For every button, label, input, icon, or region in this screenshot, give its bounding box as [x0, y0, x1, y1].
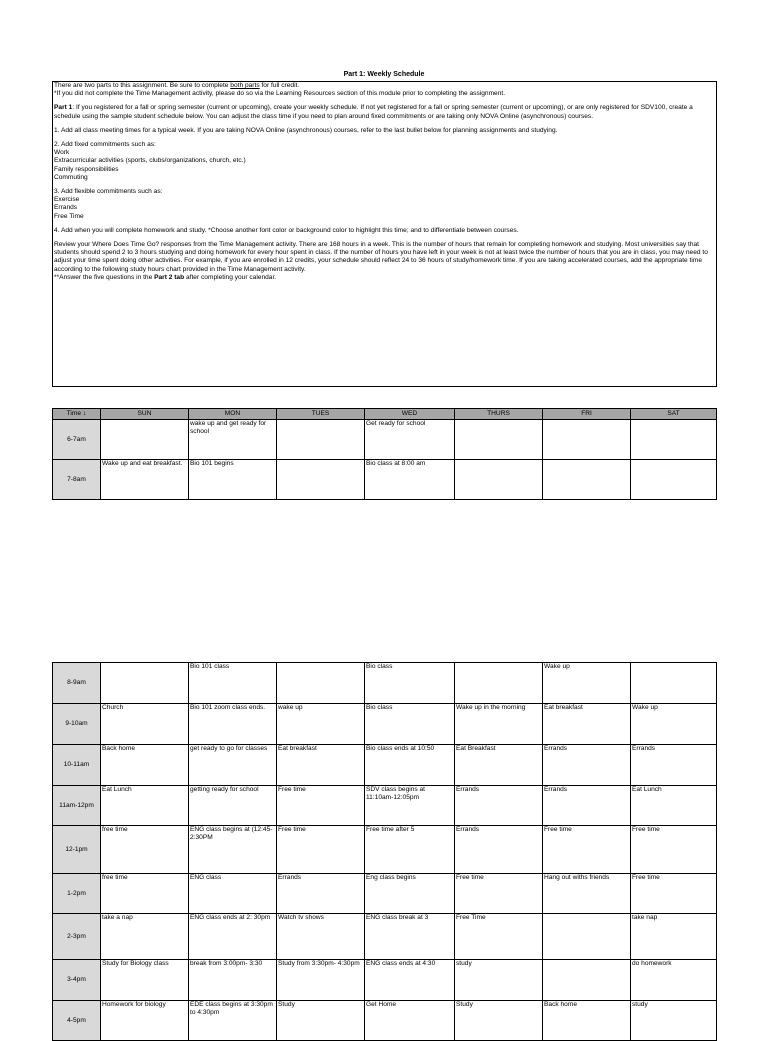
schedule-cell[interactable]: free time [101, 826, 189, 874]
schedule-cell[interactable]: SDV class begins at 11:10am-12:05pm [365, 786, 455, 826]
schedule-cell[interactable] [631, 420, 717, 460]
schedule-table-bottom [52, 662, 717, 1041]
schedule-cell[interactable]: getting ready for school [189, 786, 277, 826]
schedule-cell[interactable] [631, 663, 717, 704]
step2: 2. Add fixed commitments such as: [54, 141, 156, 149]
step3-item: Free Time [54, 212, 84, 220]
schedule-cell[interactable] [277, 420, 365, 460]
answer-text: after completing your calendar. [184, 273, 277, 281]
instructions-box [52, 81, 717, 387]
schedule-table-top [52, 408, 717, 500]
time-slot-label: 1-2pm [53, 874, 101, 914]
header-mon: MON [189, 409, 277, 420]
time-slot-label: 4-5pm [53, 1001, 101, 1041]
schedule-cell[interactable]: Eat breakfast [277, 745, 365, 786]
header-wed: WED [365, 409, 455, 420]
schedule-cell[interactable] [543, 960, 631, 1001]
step3-item: Errands [54, 204, 78, 212]
part2-tab-label: Part 2 tab [154, 273, 185, 281]
schedule-cell[interactable] [455, 460, 543, 500]
schedule-cell[interactable] [101, 663, 189, 704]
schedule-cell[interactable]: Free time [631, 826, 717, 874]
step1: 1. Add all class meeting times for a typical week. If you are taking NOVA Online (asynchronous) courses, refer to the last bullet below for planning assignments and studying. [54, 126, 558, 134]
answer-line [54, 274, 715, 282]
review-paragraph: Review your Where Does Time Go? responses from the Time Management activity. There are 168 hours in a week. This is the number of hours that remain for completing homework and studying. Most universities say that students should spend 2 to 3 hours studying and doing homework for every hour spent in class. If the number of hours you have left in your week is not at least twice the number of hours that you are in class, you may need to adjust your time spent doing other activities. For example, if you are enrolled in 12 credits, your schedule should reflect 24 to 36 hours of study/homework time. If you are taking accelerated courses, add the appropriate time according to the following study hours chart provided in the Time Management activity. [54, 241, 708, 273]
schedule-cell[interactable]: Wake up and eat breakfast. [101, 460, 189, 500]
schedule-row [53, 786, 717, 826]
schedule-cell[interactable]: Errands [631, 745, 717, 786]
header-tues: TUES [277, 409, 365, 420]
time-slot-label: 7-8am [53, 460, 101, 500]
schedule-cell[interactable]: ENG class ends at 4:30 [365, 960, 455, 1001]
step2-item: Work [54, 149, 70, 157]
schedule-cell[interactable]: Errands [455, 826, 543, 874]
step3: 3. Add flexible commitments such as: [54, 188, 163, 196]
schedule-cell[interactable]: ENG class ends at 2: 30pm [189, 914, 277, 960]
step4: 4. Add when you will complete homework and study. *Choose another font color or background color to highlight this time; and to differentiate between courses. [54, 226, 519, 234]
schedule-cell[interactable]: Bio class at 8:00 am [365, 460, 455, 500]
schedule-row [53, 874, 717, 914]
header-sun: SUN [101, 409, 189, 420]
schedule-cell[interactable]: Errands [277, 874, 365, 914]
schedule-cell[interactable]: Free time [277, 826, 365, 874]
time-slot-label: 11am-12pm [53, 786, 101, 826]
schedule-cell[interactable]: Errands [543, 745, 631, 786]
schedule-cell[interactable]: Get Home [365, 1001, 455, 1041]
header-label: Time [66, 410, 82, 418]
step2-item: Family responsibilities [54, 165, 119, 173]
schedule-cell[interactable]: take nap [631, 914, 717, 960]
schedule-cell[interactable]: Bio 101 begins [189, 460, 277, 500]
schedule-cell[interactable]: Study [455, 1001, 543, 1041]
schedule-row [53, 960, 717, 1001]
schedule-cell[interactable]: Back home [543, 1001, 631, 1041]
schedule-cell[interactable]: Free time [277, 786, 365, 826]
time-slot-label: 3-4pm [53, 960, 101, 1001]
instructions-line2: *If you did not complete the Time Management activity, please do so via the Learning Resources section of this module prior to completing the assignment. [54, 90, 506, 98]
step2-item: Extracurricular activities (sports, clubs/organizations, church, etc.) [54, 157, 246, 165]
schedule-cell[interactable]: Eat breakfast [543, 704, 631, 745]
schedule-cell[interactable]: Bio 101 class [189, 663, 277, 704]
schedule-cell[interactable]: Get ready for school [365, 420, 455, 460]
schedule-cell[interactable]: Wake up in the morning [455, 704, 543, 745]
schedule-cell[interactable]: ENG class begins at (12:45-2:30PM [189, 826, 277, 874]
schedule-row [53, 663, 717, 704]
schedule-cell[interactable]: Eat Lunch [101, 786, 189, 826]
schedule-cell[interactable]: wake up [277, 704, 365, 745]
schedule-cell[interactable]: take a nap [101, 914, 189, 960]
schedule-cell[interactable]: do homework [631, 960, 717, 1001]
header-row [53, 409, 717, 420]
part1-text: : If you registered for a fall or spring semester (current or upcoming), create your weekly schedule. If not yet registered for a fall or spring semester (current or upcoming), or are only registered for SDV100, create a schedule using the sample student schedule below. You can adjust the class time if you need to plan around fixed commitments or are taking only NOVA Online (asynchronous) courses. [54, 104, 693, 120]
time-slot-label: 2-3pm [53, 914, 101, 960]
answer-text: **Answer the five questions in the [54, 273, 155, 281]
schedule-cell[interactable] [455, 663, 543, 704]
instr-text: There are two parts to this assignment. Be sure to complete [54, 82, 231, 89]
schedule-cell[interactable]: Bio class ends at 10:50 [365, 745, 455, 786]
schedule-row [53, 826, 717, 874]
schedule-cell[interactable]: Errands [455, 786, 543, 826]
schedule-cell[interactable]: Back home [101, 745, 189, 786]
schedule-cell[interactable]: Eat Breakfast [455, 745, 543, 786]
schedule-cell[interactable]: Errands [543, 786, 631, 826]
time-slot-label: 8-9am [53, 663, 101, 704]
schedule-cell[interactable]: Church [101, 704, 189, 745]
page-title: Part 1: Weekly Schedule [343, 71, 425, 78]
schedule-row [53, 420, 717, 460]
schedule-cell[interactable]: study [631, 1001, 717, 1041]
time-slot-label: 6-7am [53, 420, 101, 460]
schedule-cell[interactable]: Free time [543, 826, 631, 874]
schedule-cell[interactable]: Homework for biology [101, 1001, 189, 1041]
schedule-cell[interactable]: Bio class [365, 663, 455, 704]
schedule-cell[interactable] [455, 420, 543, 460]
schedule-cell[interactable] [277, 663, 365, 704]
schedule-cell[interactable] [543, 420, 631, 460]
header-fri: FRI [543, 409, 631, 420]
schedule-cell[interactable]: Study for Biology class [101, 960, 189, 1001]
schedule-cell[interactable]: Watch tv shows [277, 914, 365, 960]
header-sat: SAT [631, 409, 717, 420]
schedule-cell[interactable]: study [455, 960, 543, 1001]
schedule-cell[interactable]: Hang out withs friends [543, 874, 631, 914]
schedule-cell[interactable]: Free time after 5 [365, 826, 455, 874]
schedule-cell[interactable]: ENG class break at 3 [365, 914, 455, 960]
header-thurs: THURS [455, 409, 543, 420]
schedule-cell[interactable] [543, 914, 631, 960]
schedule-row [53, 704, 717, 745]
step2-item: Commuting [54, 173, 88, 181]
instructions-line1 [54, 82, 715, 90]
schedule-cell[interactable]: Free Time [455, 914, 543, 960]
schedule-row [53, 914, 717, 960]
schedule-cell[interactable]: break from 3:00pm- 3:30 [189, 960, 277, 1001]
part1-label: Part 1 [54, 104, 73, 112]
schedule-cell[interactable]: Free time [455, 874, 543, 914]
schedule-cell[interactable] [101, 420, 189, 460]
schedule-cell[interactable]: Wake up [543, 663, 631, 704]
both-parts-emphasis: both parts [230, 82, 260, 89]
schedule-cell[interactable]: Eat Lunch [631, 786, 717, 826]
schedule-cell[interactable] [631, 460, 717, 500]
schedule-cell[interactable]: get ready to go for classes [189, 745, 277, 786]
schedule-cell[interactable] [277, 460, 365, 500]
time-slot-label: 9-10am [53, 704, 101, 745]
schedule-cell[interactable]: Bio 101 zoom class ends. [189, 704, 277, 745]
time-slot-label: 12-1pm [53, 826, 101, 874]
schedule-cell[interactable]: Eng class begins [365, 874, 455, 914]
instr-text: for full credit. [259, 82, 300, 89]
schedule-cell[interactable]: free time [101, 874, 189, 914]
schedule-cell[interactable]: Bio class [365, 704, 455, 745]
schedule-cell[interactable]: Wake up [631, 704, 717, 745]
time-slot-label: 10-11am [53, 745, 101, 786]
part1-paragraph [54, 104, 715, 120]
schedule-cell[interactable]: Free time [631, 874, 717, 914]
schedule-cell[interactable]: EDE class begins at 3:30pm to 4:30pm [189, 1001, 277, 1041]
schedule-cell[interactable] [543, 460, 631, 500]
schedule-cell[interactable]: ENG class [189, 874, 277, 914]
schedule-cell[interactable]: wake up and get ready for school [189, 420, 277, 460]
schedule-row [53, 745, 717, 786]
step3-item: Exercise [54, 196, 80, 204]
header-time[interactable] [53, 409, 101, 420]
schedule-row [53, 460, 717, 500]
schedule-cell[interactable]: Study from 3:30pm- 4:30pm [277, 960, 365, 1001]
filter-arrow-icon[interactable]: ↓ [82, 410, 87, 418]
schedule-cell[interactable]: Study [277, 1001, 365, 1041]
schedule-row [53, 1001, 717, 1041]
